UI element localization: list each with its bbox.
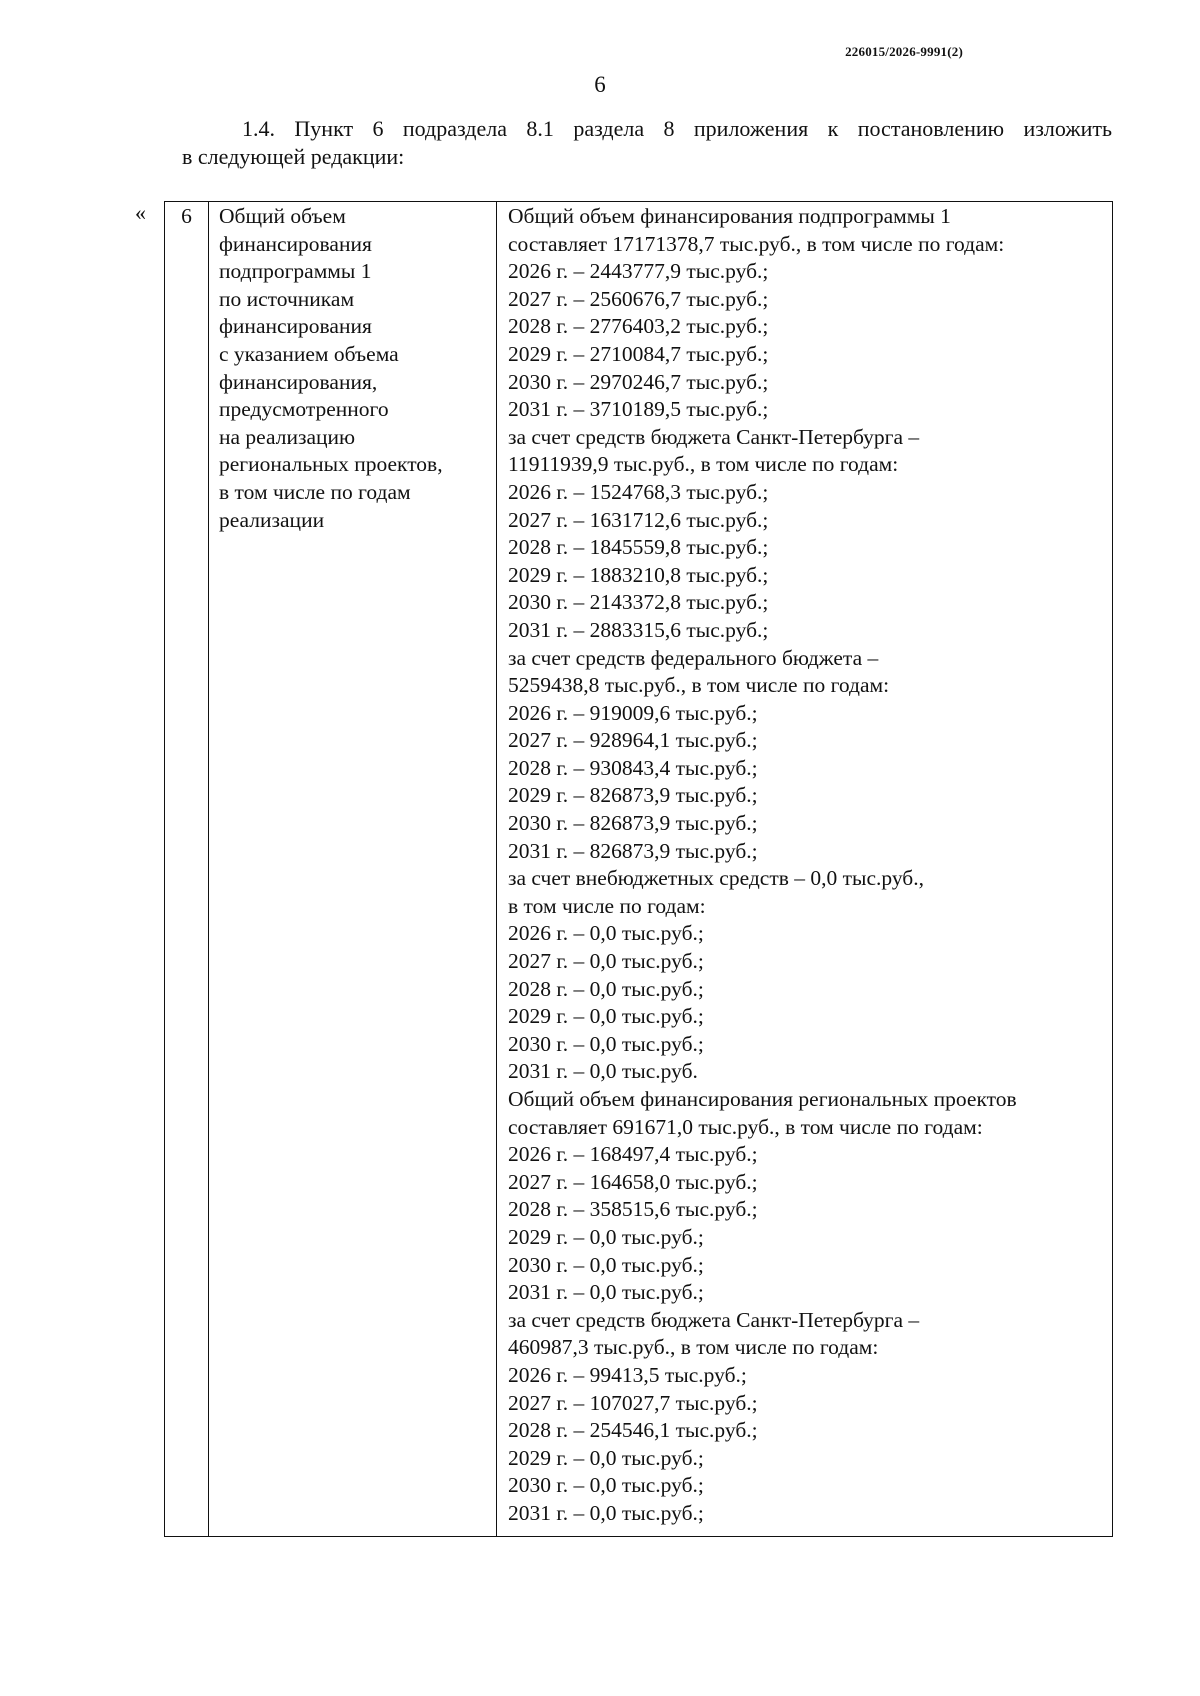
- row-label-line: финансирования,: [219, 369, 378, 394]
- row-content-line: составляет 17171378,7 тыс.руб., в том числе по годам:: [508, 231, 1005, 256]
- row-label-line: предусмотренного: [219, 397, 389, 422]
- row-label-line: подпрограммы 1: [219, 259, 372, 284]
- row-label-line: по источникам: [219, 286, 355, 311]
- row-content-line: 2027 г. – 928964,1 тыс.руб.;: [508, 728, 758, 753]
- row-content-line: 2027 г. – 0,0 тыс.руб.;: [508, 949, 704, 974]
- row-content-line: Общий объем финансирования подпрограммы 1: [508, 204, 951, 228]
- row-content-line: 2031 г. – 0,0 тыс.руб.;: [508, 1500, 704, 1525]
- row-number-cell: 6: [165, 202, 209, 1537]
- row-content-line: за счет средств бюджета Санкт-Петербурга –: [508, 1307, 920, 1332]
- row-content-line: 2028 г. – 254546,1 тыс.руб.;: [508, 1418, 758, 1443]
- row-content-line: 2029 г. – 2710084,7 тыс.руб.;: [508, 341, 769, 366]
- row-content-line: Общий объем финансирования региональных проектов: [508, 1087, 1017, 1111]
- row-content-line: 2027 г. – 1631712,6 тыс.руб.;: [508, 507, 769, 532]
- row-content-line: 2028 г. – 1845559,8 тыс.руб.;: [508, 535, 769, 560]
- row-content-line: 2028 г. – 0,0 тыс.руб.;: [508, 976, 704, 1001]
- row-content-line: 2030 г. – 826873,9 тыс.руб.;: [508, 811, 758, 836]
- row-content-line: 2030 г. – 0,0 тыс.руб.;: [508, 1252, 704, 1277]
- row-content-line: 2031 г. – 0,0 тыс.руб.;: [508, 1280, 704, 1305]
- row-content-line: 2029 г. – 826873,9 тыс.руб.;: [508, 783, 758, 808]
- row-content-line: 2031 г. – 2883315,6 тыс.руб.;: [508, 617, 769, 642]
- row-label-line: региональных проектов,: [219, 452, 443, 477]
- row-content-line: за счет внебюджетных средств – 0,0 тыс.руб.,: [508, 866, 924, 891]
- row-content-line: 2026 г. – 99413,5 тыс.руб.;: [508, 1362, 747, 1387]
- row-content-line: 2026 г. – 2443777,9 тыс.руб.;: [508, 259, 769, 284]
- row-content-line: 2026 г. – 0,0 тыс.руб.;: [508, 921, 704, 946]
- opening-quote-mark: «: [135, 200, 146, 225]
- row-content-line: 2029 г. – 0,0 тыс.руб.;: [508, 1224, 704, 1249]
- page-number: 6: [594, 72, 606, 97]
- row-content-line: 2026 г. – 168497,4 тыс.руб.;: [508, 1142, 758, 1167]
- row-label-line: в том числе по годам: [219, 479, 411, 504]
- row-content-line: 2029 г. – 0,0 тыс.руб.;: [508, 1004, 704, 1029]
- row-content-line: составляет 691671,0 тыс.руб., в том числе по годам:: [508, 1114, 983, 1139]
- row-label-line: с указанием объема: [219, 341, 399, 366]
- row-content-line: за счет средств бюджета Санкт-Петербурга –: [508, 424, 920, 449]
- row-content-line: 2028 г. – 2776403,2 тыс.руб.;: [508, 314, 769, 339]
- row-content-line: 2030 г. – 2970246,7 тыс.руб.;: [508, 369, 769, 394]
- row-label-line: на реализацию: [219, 424, 356, 449]
- row-content-line: 2028 г. – 930843,4 тыс.руб.;: [508, 755, 758, 780]
- row-content-line: 2029 г. – 0,0 тыс.руб.;: [508, 1445, 704, 1470]
- row-content-line: 2030 г. – 0,0 тыс.руб.;: [508, 1031, 704, 1056]
- row-content-line: за счет средств федерального бюджета –: [508, 645, 879, 670]
- row-content-line: 2028 г. – 358515,6 тыс.руб.;: [508, 1197, 758, 1222]
- row-content-line: 5259438,8 тыс.руб., в том числе по годам:: [508, 673, 890, 698]
- row-label-cell: [209, 202, 497, 1537]
- row-label-line: реализации: [219, 507, 325, 532]
- row-content-line: 2029 г. – 1883210,8 тыс.руб.;: [508, 562, 769, 587]
- table-row: [165, 202, 1113, 1537]
- row-content-line: в том числе по годам:: [508, 893, 706, 918]
- row-content-line: 2026 г. – 919009,6 тыс.руб.;: [508, 700, 758, 725]
- row-content-line: 2031 г. – 826873,9 тыс.руб.;: [508, 838, 758, 863]
- row-content-line: 2031 г. – 3710189,5 тыс.руб.;: [508, 397, 769, 422]
- row-label-line: финансирования: [219, 231, 372, 256]
- row-content-line: 460987,3 тыс.руб., в том числе по годам:: [508, 1335, 879, 1360]
- row-content-line: 11911939,9 тыс.руб., в том числе по годам:: [508, 452, 899, 477]
- row-content-line: 2031 г. – 0,0 тыс.руб.: [508, 1059, 698, 1084]
- intro-line-2: в следующей редакции:: [182, 144, 405, 169]
- row-content-cell: [497, 202, 1113, 1537]
- financing-table: [164, 201, 1113, 1537]
- row-label-line: финансирования: [219, 314, 372, 339]
- intro-line-1: 1.4. Пункт 6 подраздела 8.1 раздела 8 приложения к постановлению изложить: [242, 116, 1112, 141]
- row-label-line: Общий объем: [219, 204, 346, 228]
- row-content-line: 2030 г. – 0,0 тыс.руб.;: [508, 1473, 704, 1498]
- row-content-line: 2026 г. – 1524768,3 тыс.руб.;: [508, 479, 769, 504]
- intro-paragraph: [182, 115, 1112, 171]
- row-content-line: 2027 г. – 107027,7 тыс.руб.;: [508, 1390, 758, 1415]
- document-id: 226015/2026-9991(2): [845, 44, 963, 59]
- row-content-line: 2027 г. – 164658,0 тыс.руб.;: [508, 1169, 758, 1194]
- row-content-line: 2030 г. – 2143372,8 тыс.руб.;: [508, 590, 769, 615]
- row-content-line: 2027 г. – 2560676,7 тыс.руб.;: [508, 286, 769, 311]
